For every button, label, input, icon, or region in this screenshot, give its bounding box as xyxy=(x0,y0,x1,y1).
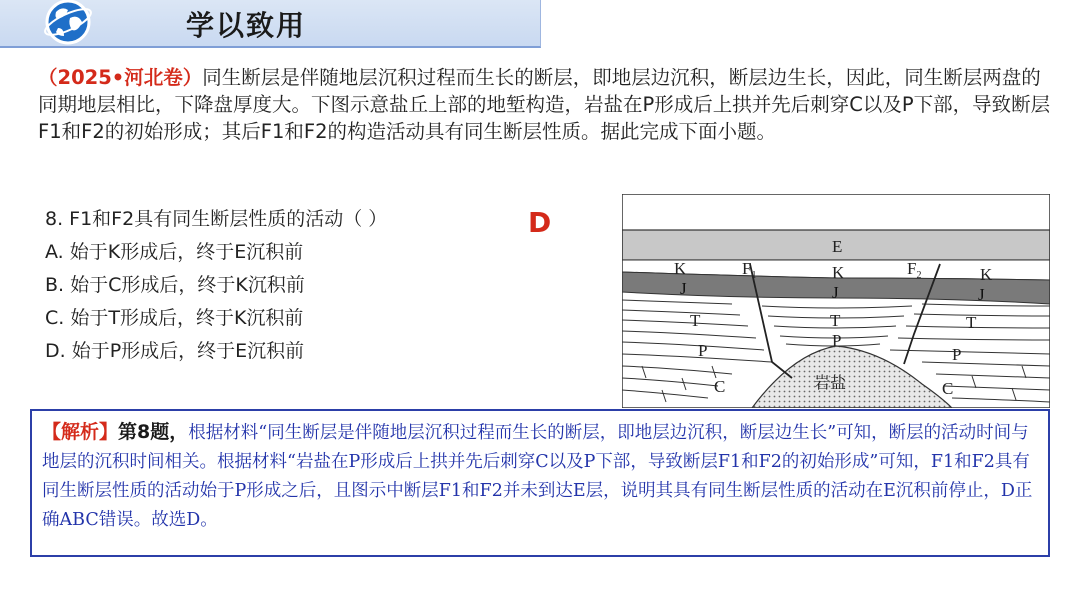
source-tag: （2025•河北卷） xyxy=(38,66,203,89)
graben-diagram xyxy=(622,194,1050,408)
option-b: B. 始于C形成后，终于K沉积前 xyxy=(45,274,305,296)
label-c-right: C xyxy=(942,379,954,398)
label-k-mid: K xyxy=(832,263,845,282)
label-f2: $F_2$ xyxy=(907,259,922,281)
label-t-right: T xyxy=(966,313,977,332)
label-c-left: C xyxy=(714,377,726,396)
label-salt: 岩盐 xyxy=(814,373,847,392)
option-d: D. 始于P形成后，终于E沉积前 xyxy=(45,340,305,362)
analysis-box xyxy=(30,409,1050,557)
label-p-left: P xyxy=(698,341,708,360)
question-stem: 8. F1和F2具有同生断层性质的活动（ ） xyxy=(45,208,388,230)
question-block xyxy=(45,203,387,368)
label-k-left: K xyxy=(674,259,687,278)
header-banner xyxy=(0,0,541,48)
label-t-mid: T xyxy=(830,311,841,330)
label-j-right: J xyxy=(978,285,985,304)
label-j-left: J xyxy=(680,279,687,298)
label-f1: $F_1$ xyxy=(742,259,757,281)
intro-text: 同生断层是伴随地层沉积过程而生长的断层，即地层边沉积，断层边生长，因此，同生断层两盘的同期地层相比，下降盘厚度大。下图示意盐丘上部的地堑构造，岩盐在P形成后上拱并先后刺穿C以及P下部，导致断层F1和F2的初始形成；其后F1和F2的构造活动具有同生断层性质。据此完成下面小题。 xyxy=(38,66,1051,143)
label-e: E xyxy=(832,237,843,256)
label-p-mid: P xyxy=(832,331,842,350)
analysis-question-number: 第8题， xyxy=(118,421,189,443)
option-a: A. 始于K形成后，终于E沉积前 xyxy=(45,241,304,263)
answer-label: D xyxy=(528,206,552,239)
analysis-text-block xyxy=(42,418,1038,535)
option-c: C. 始于T形成后，终于K沉积前 xyxy=(45,307,304,329)
header-title: 学以致用 xyxy=(186,9,307,42)
intro-paragraph xyxy=(38,64,1058,145)
label-j-mid: J xyxy=(832,283,839,302)
analysis-body: 根据材料“同生断层是伴随地层沉积过程而生长的断层，即地层边沉积，断层边生长”可知，断层的活动时间与地层的沉积时间相关。根据材料“岩盐在P形成后上拱并先后刺穿C以及P下部，导致断层F1和F2的初始形成”可知，F1和F2具有同生断层性质的活动始于P形成之后，且图示中断层F1和F2并未到达E层，说明其具有同生断层性质的活动在E沉积前停止，D正确ABC错误。故选D。 xyxy=(42,423,1033,530)
globe-icon xyxy=(38,0,98,50)
analysis-tag: 【解析】 xyxy=(42,421,119,443)
label-t-left: T xyxy=(690,311,701,330)
label-k-right: K xyxy=(980,265,993,284)
label-p-right: P xyxy=(952,345,962,364)
